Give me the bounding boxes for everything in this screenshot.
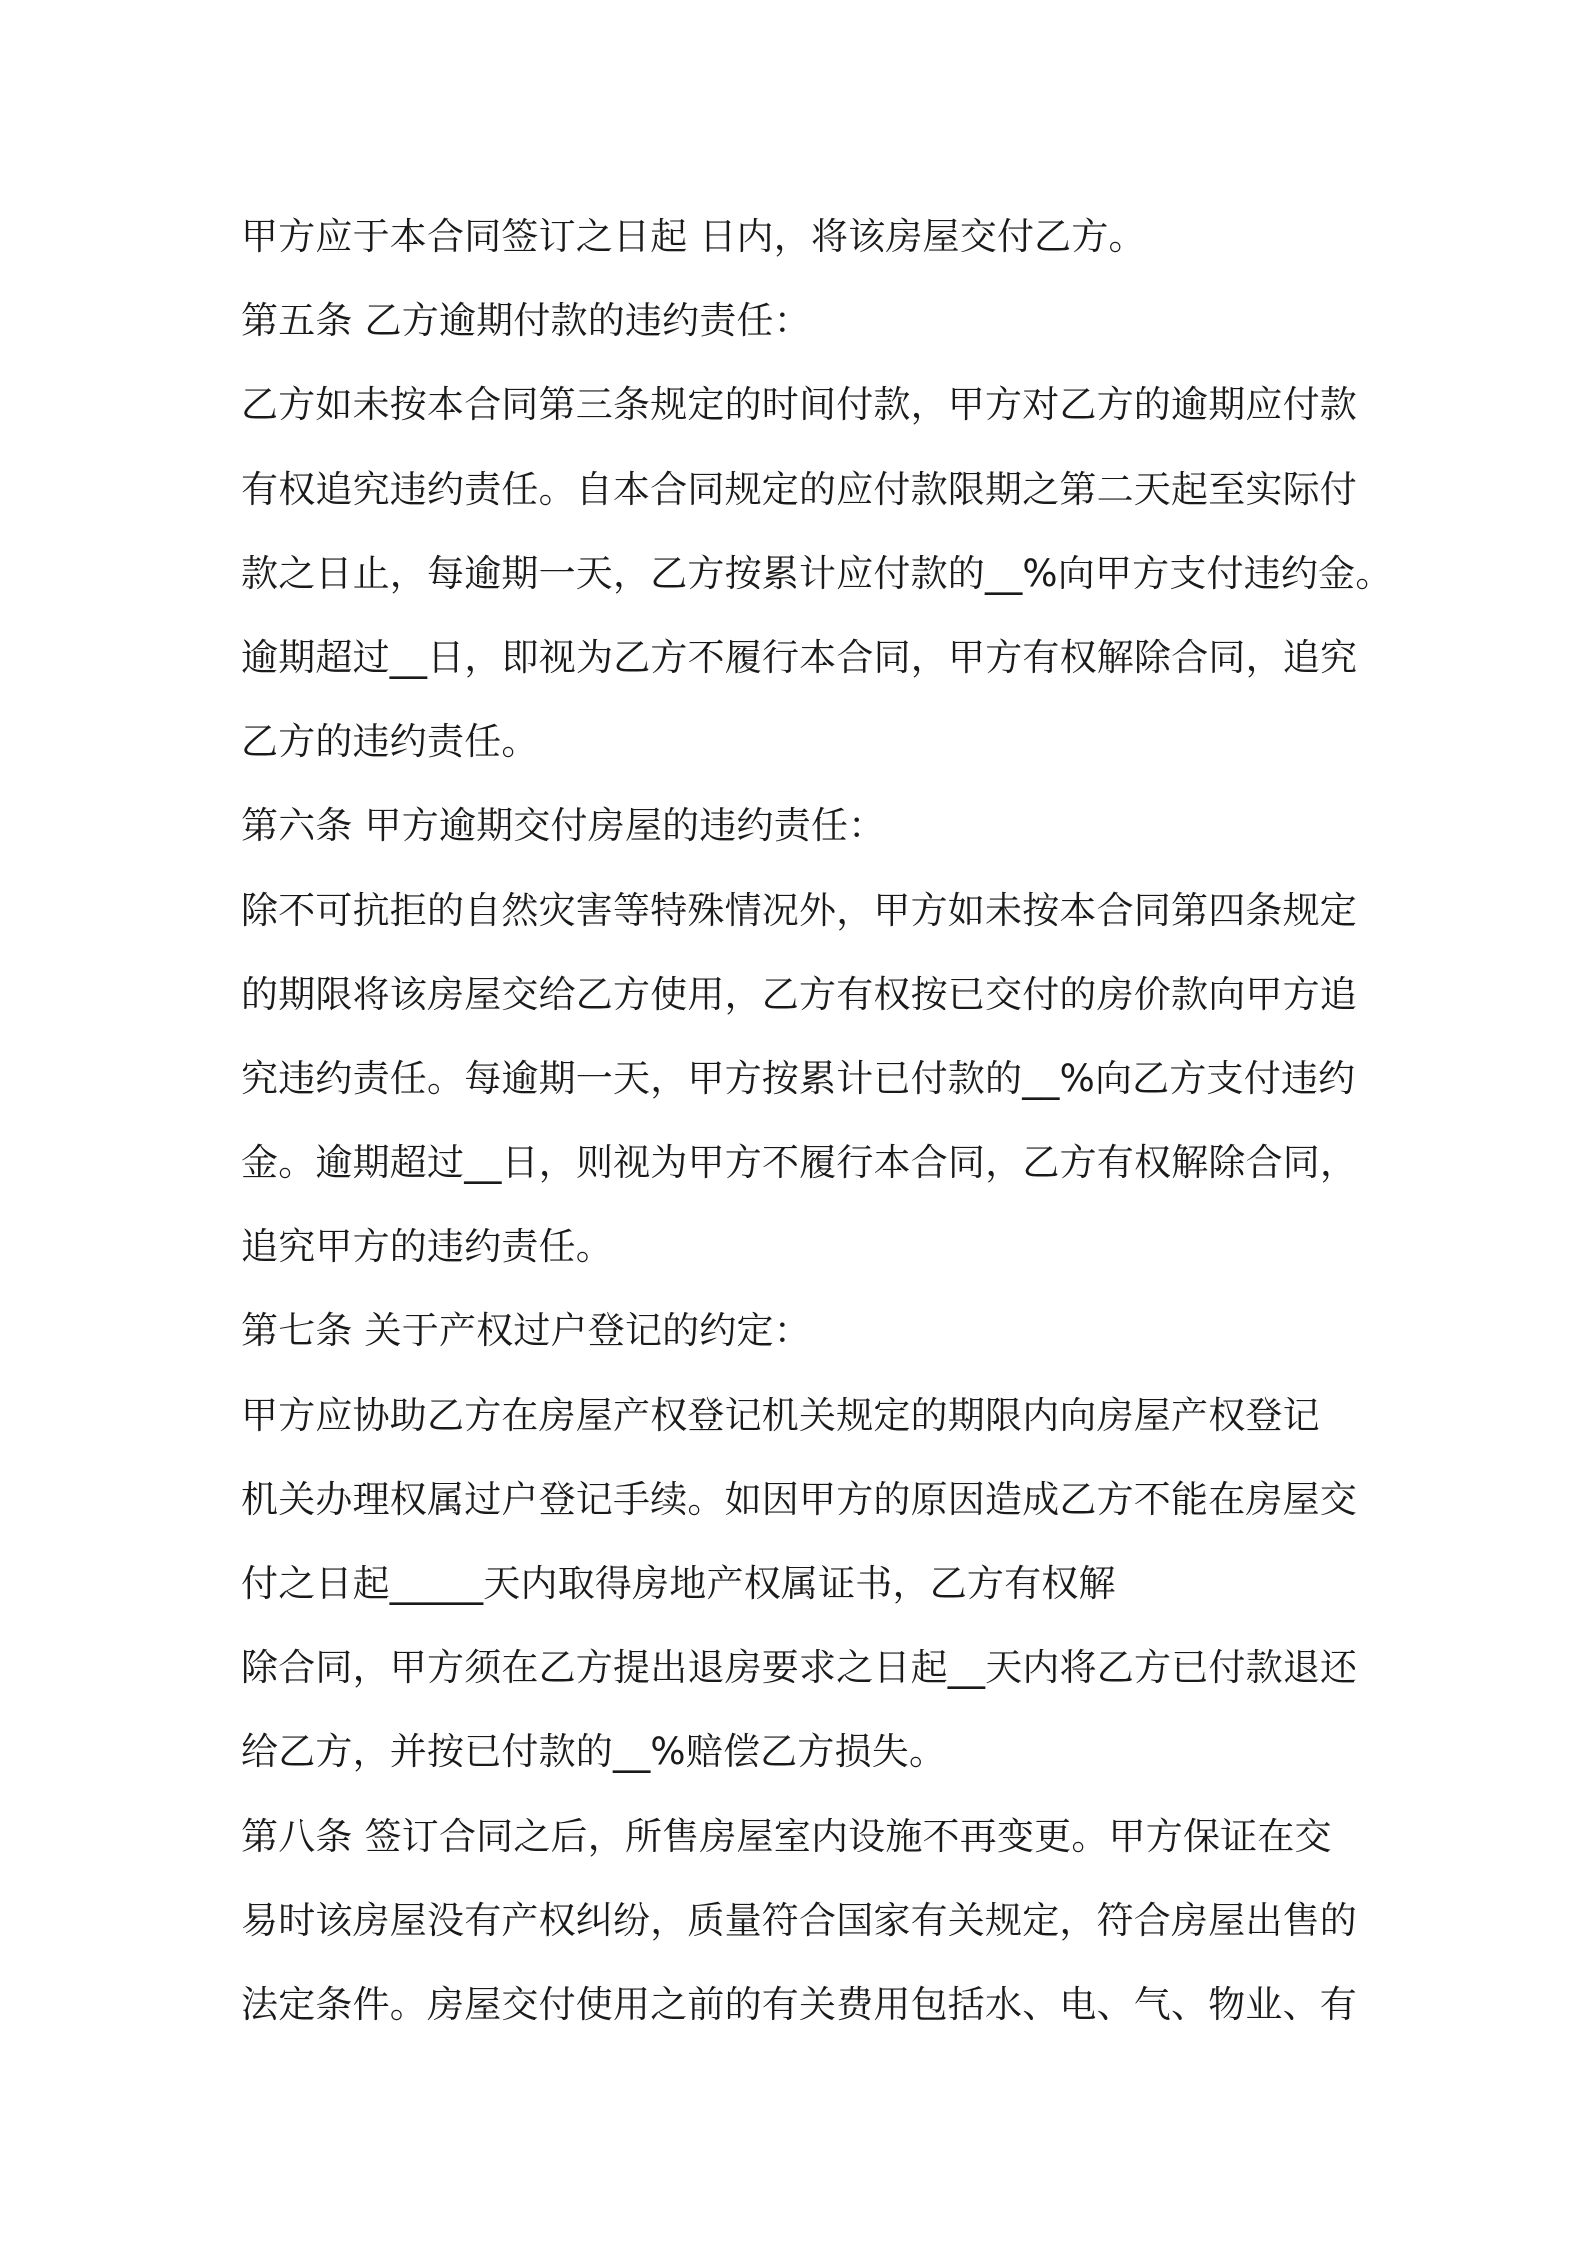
article-heading: 第五条 乙方逾期付款的违约责任：	[241, 299, 811, 343]
text-line: 除不可抗拒的自然灾害等特殊情况外，甲方如未按本合同第四条规定	[241, 888, 1357, 932]
text-line: 易时该房屋没有产权纠纷，质量符合国家有关规定，符合房屋出售的	[241, 1898, 1357, 1942]
article-heading: 第八条 签订合同之后，所售房屋室内设施不再变更。甲方保证在交	[241, 1814, 1332, 1858]
text-line: 的期限将该房屋交给乙方使用，乙方有权按已交付的房价款向甲方追	[241, 972, 1357, 1016]
text-line: 款之日止，每逾期一天，乙方按累计应付款的__%向甲方支付违约金。	[241, 551, 1393, 595]
text-line: 乙方的违约责任。	[241, 720, 539, 764]
text-line: 究违约责任。每逾期一天，甲方按累计已付款的__%向乙方支付违约	[241, 1056, 1356, 1100]
article-heading: 第七条 关于产权过户登记的约定：	[241, 1309, 811, 1353]
text-line: 有权追究违约责任。自本合同规定的应付款限期之第二天起至实际付	[241, 467, 1357, 511]
contract-text	[241, 195, 1393, 2047]
text-line: 机关办理权属过户登记手续。如因甲方的原因造成乙方不能在房屋交	[241, 1477, 1357, 1521]
text-line: 追究甲方的违约责任。	[241, 1225, 613, 1269]
article-heading: 第六条 甲方逾期交付房屋的违约责任：	[241, 804, 886, 848]
text-line: 付之日起_____天内取得房地产权属证书，乙方有权解	[241, 1562, 1116, 1605]
text-line: 甲方应于本合同签订之日起 日内，将该房屋交付乙方。	[241, 215, 1146, 258]
text-line: 给乙方，并按已付款的__%赔偿乙方损失。	[241, 1730, 947, 1774]
text-line: 乙方如未按本合同第三条规定的时间付款，甲方对乙方的逾期应付款	[241, 383, 1357, 427]
text-line: 逾期超过__日，即视为乙方不履行本合同，甲方有权解除合同，追究	[241, 635, 1358, 679]
text-line: 除合同，甲方须在乙方提出退房要求之日起__天内将乙方已付款退还	[241, 1646, 1358, 1690]
text-line: 甲方应协助乙方在房屋产权登记机关规定的期限内向房屋产权登记	[241, 1393, 1320, 1437]
text-line: 金。逾期超过__日，则视为甲方不履行本合同，乙方有权解除合同，	[241, 1141, 1358, 1185]
text-line: 法定条件。房屋交付使用之前的有关费用包括水、电、气、物业、有	[241, 1982, 1357, 2026]
